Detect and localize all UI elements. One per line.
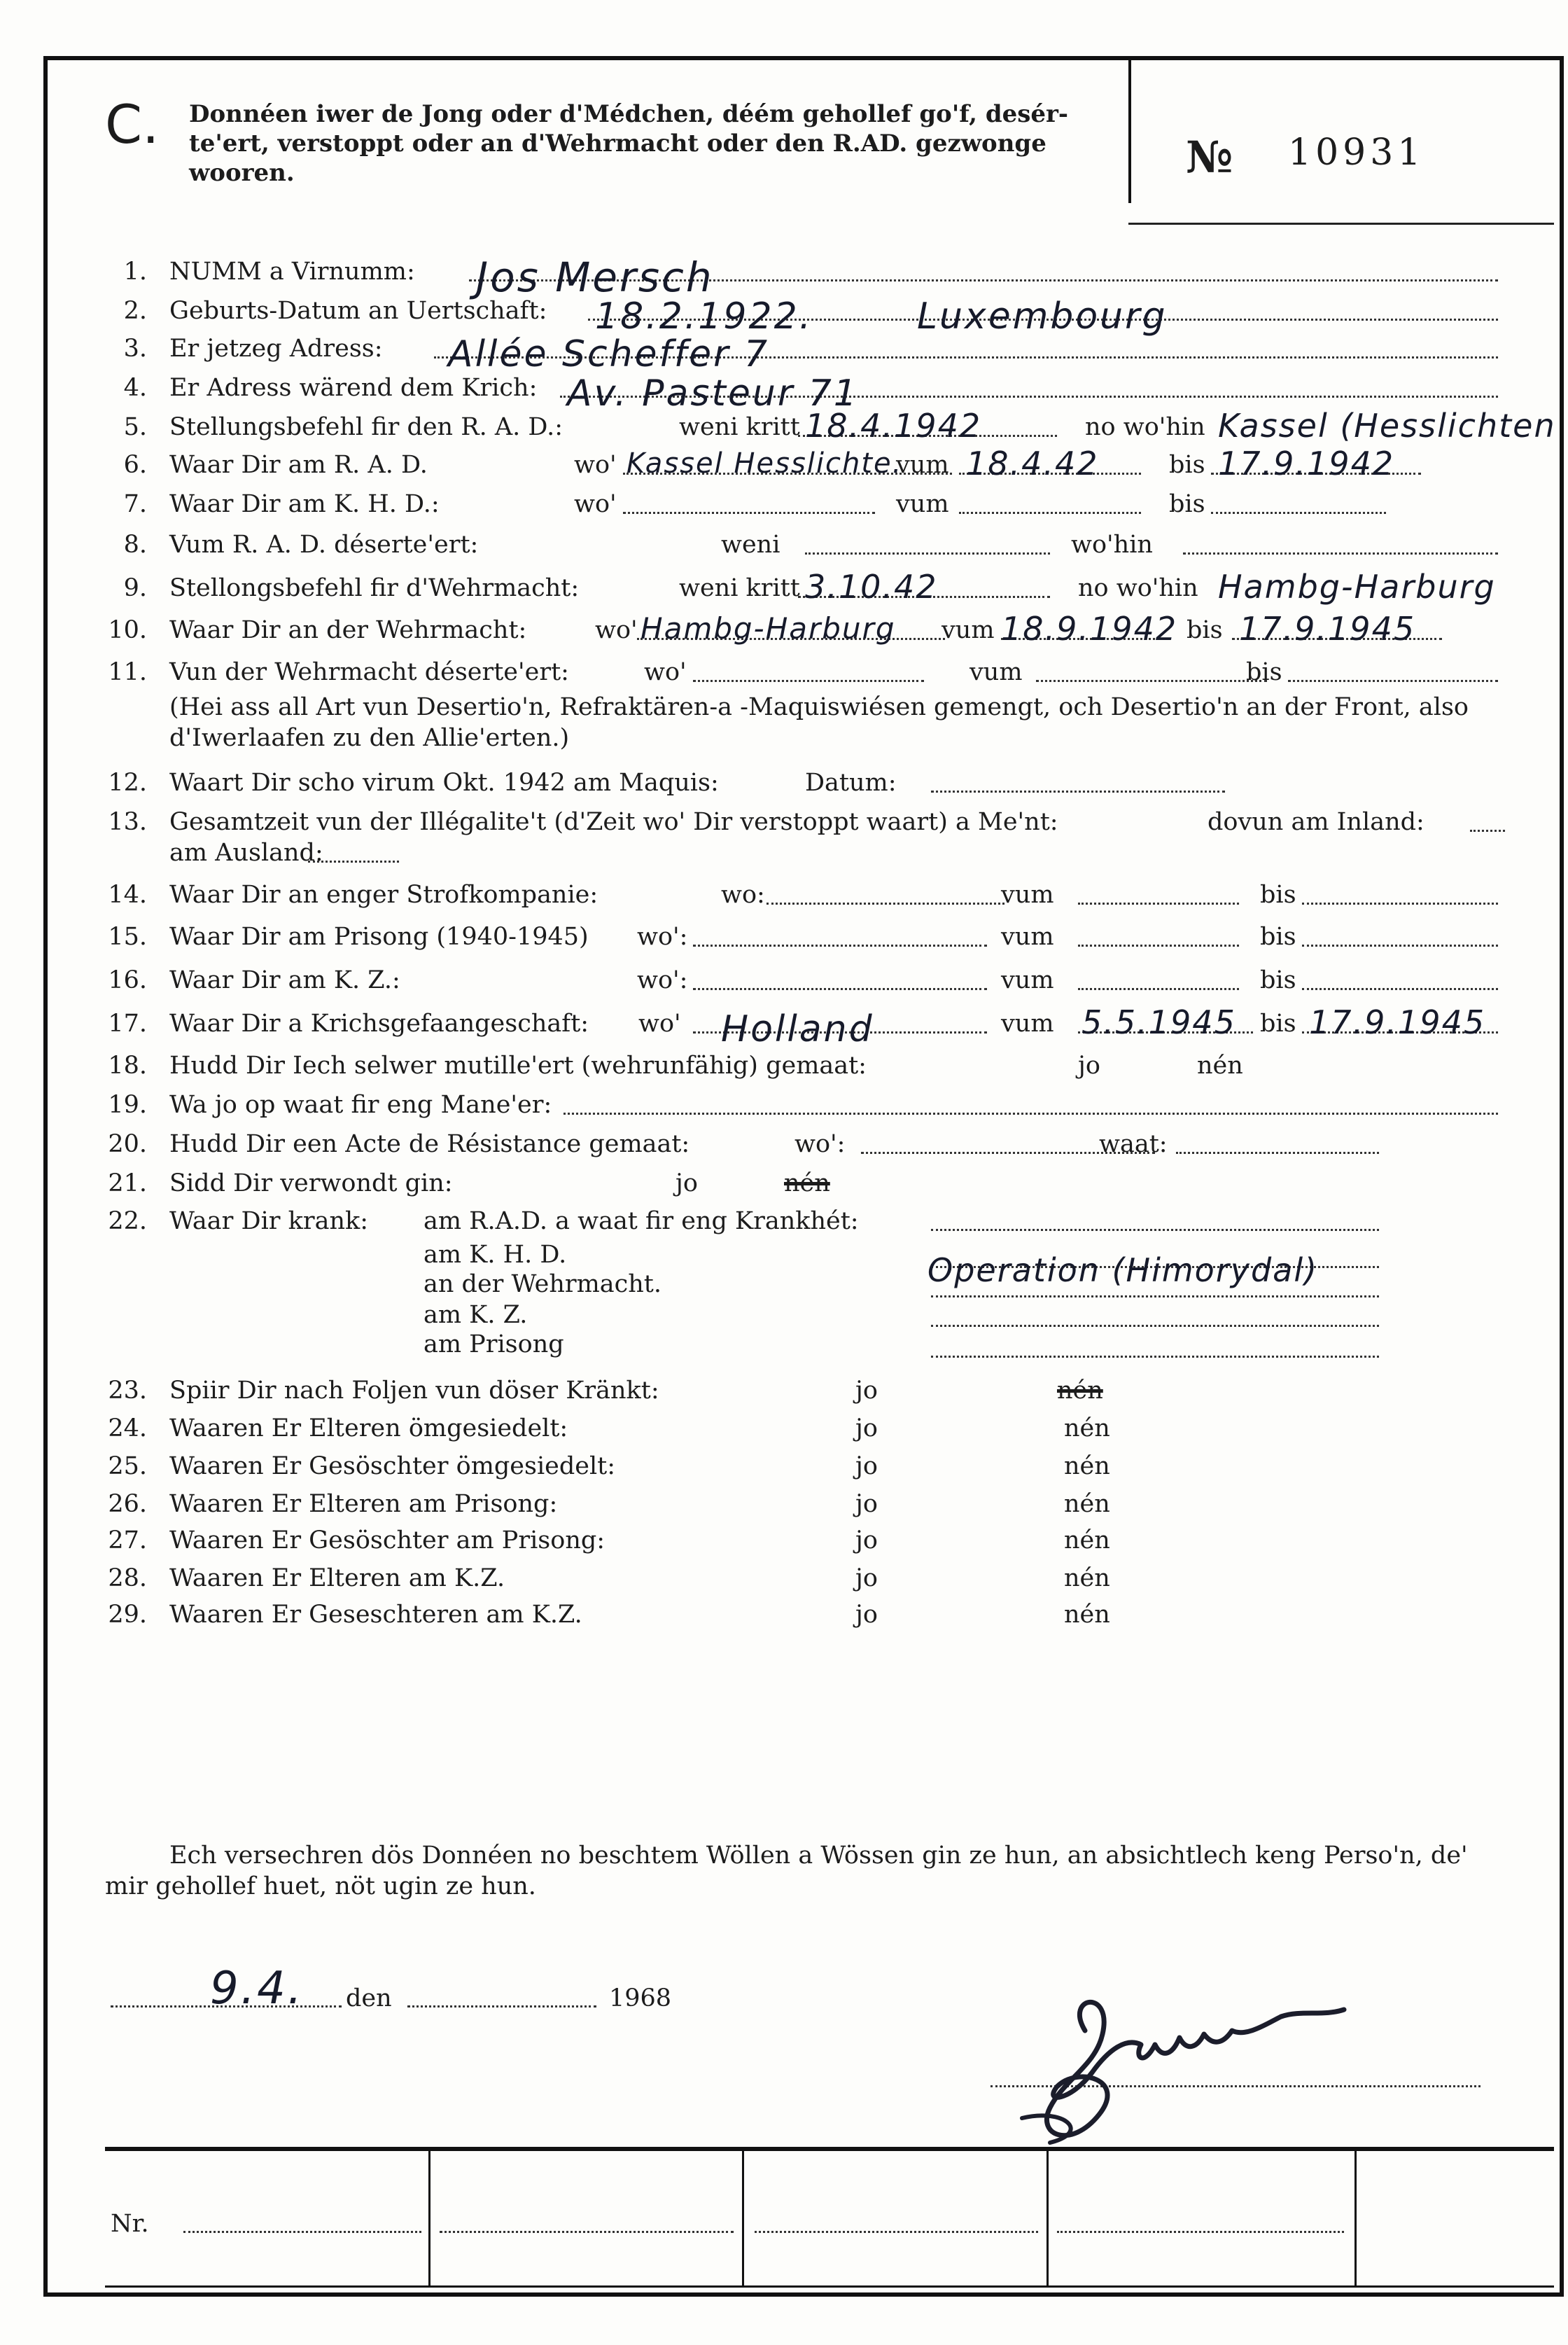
- q-label: Waar Dir am K. Z.:: [169, 966, 400, 994]
- field-label: vum: [896, 451, 949, 479]
- signature: [980, 1968, 1372, 2164]
- field-label: wo': [574, 451, 617, 479]
- option-no[interactable]: nén: [1064, 1564, 1110, 1592]
- option-no[interactable]: nén: [1064, 1414, 1110, 1442]
- number-sign: №: [1186, 132, 1233, 183]
- fill-line: [693, 988, 987, 990]
- fill-line: [1078, 945, 1239, 947]
- date-den-label: den: [346, 1984, 392, 2012]
- answer-rad-to[interactable]: 17.9.1942: [1218, 445, 1395, 482]
- footer-top-rule: [105, 2147, 1554, 2151]
- q-number: 1.: [123, 258, 147, 286]
- option-no[interactable]: nén: [1064, 1452, 1110, 1480]
- fill-line: [1183, 552, 1498, 555]
- q-label: Gesamtzeit vun der Illégalite't (d'Zeit wo' Dir verstoppt waart) a Me'nt:: [169, 808, 1058, 836]
- field-label: am R.A.D. a waat fir eng Krankhét:: [424, 1207, 859, 1235]
- question-row: [105, 1413, 1505, 1444]
- question-row: [105, 407, 1556, 445]
- option-no[interactable]: nén: [1057, 1377, 1103, 1405]
- q-number: 24.: [108, 1414, 147, 1442]
- section-letter: C.: [105, 93, 160, 155]
- field-label: wo': [644, 658, 687, 686]
- field-label: waat:: [1099, 1130, 1168, 1158]
- question-row: [105, 767, 1505, 798]
- q-label: Er Adress wärend dem Krich:: [169, 374, 538, 402]
- q-number: 5.: [123, 413, 147, 441]
- field-label: vum: [1001, 1010, 1054, 1038]
- fill-line: [1176, 1152, 1379, 1154]
- fill-line: [407, 2005, 596, 2007]
- answer-pow-to[interactable]: 17.9.1945: [1309, 1003, 1486, 1041]
- field-label: weni kritt: [679, 574, 800, 602]
- footer-col-divider: [1354, 2151, 1357, 2285]
- field-label: bis: [1186, 616, 1223, 644]
- footer-bottom-rule: [105, 2285, 1554, 2288]
- option-no[interactable]: nén: [1064, 1490, 1110, 1518]
- option-yes[interactable]: jo: [855, 1490, 878, 1518]
- footer-col-divider: [1046, 2151, 1049, 2285]
- q-number: 10.: [108, 616, 147, 644]
- fill-line: [766, 903, 1004, 905]
- field-label: wo':: [794, 1130, 846, 1158]
- field-label: vum: [1001, 966, 1054, 994]
- option-yes[interactable]: jo: [855, 1414, 878, 1442]
- header-rule: [1128, 223, 1554, 225]
- field-label: wo': [595, 616, 638, 644]
- illness-sub-prisong: am Prisong: [424, 1330, 564, 1358]
- field-label: vum: [1001, 881, 1054, 909]
- answer-wehrmacht-dest[interactable]: Hambg-Harburg: [1218, 568, 1496, 606]
- answer-name[interactable]: Jos Mersch: [476, 253, 714, 301]
- field-label: Datum:: [805, 769, 897, 797]
- answer-wehrmacht-where[interactable]: Hambg-Harburg: [640, 611, 896, 646]
- question-row: [105, 1451, 1505, 1482]
- answer-rad-dest[interactable]: Kassel (Hesslichten: [1218, 407, 1556, 445]
- field-label: vum: [969, 658, 1023, 686]
- footer-col-divider: [428, 2151, 430, 2285]
- declaration-text: Ech versechren dös Donnéen no beschtem Wöllen a Wössen gin ze hun, an absichtlech keng Perso'n, de' mir gehollef huet, nöt ugin ze hun.: [105, 1842, 1468, 1900]
- field-label: bis: [1246, 658, 1282, 686]
- question-row: [105, 489, 1505, 520]
- q-number: 4.: [123, 374, 147, 402]
- desertion-note: (Hei ass all Art vun Desertio'n, Refraktären-a -Maquiswiésen gemengt, och Desertio'n an der Front, also d'Iwerlaafen zu den Allie'erten.): [169, 693, 1469, 752]
- date-year: 1968: [609, 1984, 672, 2012]
- q-label: Waart Dir scho virum Okt. 1942 am Maquis:: [169, 769, 719, 797]
- q-label: Stellongsbefehl fir d'Wehrmacht:: [169, 574, 580, 602]
- fill-line: [623, 512, 875, 514]
- answer-birth-date[interactable]: 18.2.1922.: [595, 295, 813, 338]
- answer-illness[interactable]: Operation (Himorydal): [927, 1251, 1319, 1289]
- date-handwritten[interactable]: 9.4.: [210, 1963, 304, 2015]
- question-row: [105, 1050, 1505, 1081]
- fill-line: [1036, 680, 1267, 682]
- field-label: wo': [638, 1010, 681, 1038]
- q-number: 20.: [108, 1130, 147, 1158]
- question-row-cont: [105, 837, 1505, 868]
- illness-sub-wehrmacht: an der Wehrmacht.: [424, 1270, 662, 1298]
- fill-line: [1211, 512, 1386, 514]
- option-yes[interactable]: jo: [855, 1564, 878, 1592]
- fill-line: [1302, 988, 1498, 990]
- answer-rad-where[interactable]: Kassel Hesslichte.: [626, 447, 903, 480]
- question-row: [105, 807, 1505, 837]
- q-label: Geburts-Datum an Uertschaft:: [169, 297, 547, 325]
- field-label: wo':: [637, 923, 688, 951]
- q-number: 11.: [108, 658, 147, 686]
- q-number: 15.: [108, 923, 147, 951]
- q-label: Waar Dir a Krichsgefaangeschaft:: [169, 1010, 589, 1038]
- q-label: Waaren Er Elteren am Prisong:: [169, 1490, 558, 1518]
- illness-sub-khd: am K. H. D.: [424, 1241, 567, 1269]
- field-label: vum: [896, 490, 949, 518]
- q-label: Vun der Wehrmacht déserte'ert:: [169, 658, 569, 686]
- question-row: [105, 1375, 1505, 1406]
- question-row: [105, 1168, 1505, 1199]
- fill-line: [931, 1356, 1379, 1358]
- option-yes[interactable]: jo: [855, 1526, 878, 1554]
- question-row: [105, 295, 1505, 338]
- question-row: [105, 1489, 1505, 1519]
- field-label: am Ausland:: [169, 839, 323, 867]
- question-row: [105, 921, 1505, 952]
- fill-line: [1288, 680, 1498, 682]
- q-number: 18.: [108, 1052, 147, 1080]
- footer-nr-label: Nr.: [111, 2210, 149, 2238]
- q-number: 3.: [123, 335, 147, 363]
- q-label: Waar Dir am Prisong (1940-1945): [169, 923, 589, 951]
- question-row: [105, 529, 1505, 560]
- fill-line: [1057, 2231, 1344, 2233]
- question-row: [105, 568, 1505, 606]
- answer-wehrmacht-to[interactable]: 17.9.1945: [1239, 610, 1416, 648]
- q-number: 21.: [108, 1169, 147, 1197]
- fill-line: [959, 512, 1141, 514]
- question-row: [105, 253, 1505, 301]
- field-label: wo:: [721, 881, 765, 909]
- option-yes[interactable]: jo: [855, 1452, 878, 1480]
- illness-sub-kz: am K. Z.: [424, 1301, 528, 1329]
- q-number: 12.: [108, 769, 147, 797]
- field-label: no wo'hin: [1078, 574, 1198, 602]
- form-number: 10931: [1288, 132, 1425, 174]
- q-number: 28.: [108, 1564, 147, 1592]
- option-no[interactable]: nén: [1197, 1052, 1243, 1080]
- option-yes[interactable]: jo: [676, 1169, 698, 1197]
- q-label: Spiir Dir nach Foljen vun döser Kränkt:: [169, 1377, 659, 1405]
- q-number: 22.: [108, 1207, 147, 1235]
- question-row: [105, 1525, 1505, 1556]
- fill-line: [931, 791, 1225, 793]
- q-number: 19.: [108, 1091, 147, 1119]
- field-label: weni kritt: [679, 413, 800, 441]
- q-label: Waaren Er Elteren am K.Z.: [169, 1564, 505, 1592]
- q-number: 25.: [108, 1452, 147, 1480]
- q-label: Stellungsbefehl fir den R. A. D.:: [169, 413, 564, 441]
- fill-line: [1078, 903, 1239, 905]
- option-yes[interactable]: jo: [855, 1601, 878, 1629]
- option-no[interactable]: nén: [1064, 1526, 1110, 1554]
- question-row: [105, 333, 1505, 375]
- q-number: 8.: [123, 531, 147, 559]
- fill-line: [308, 861, 399, 863]
- answer-address[interactable]: Allée Scheffer 7: [448, 333, 770, 375]
- field-label: wo':: [637, 966, 688, 994]
- q-number: 23.: [108, 1377, 147, 1405]
- question-row: [105, 610, 1505, 648]
- q-label: Er jetzeg Adress:: [169, 335, 383, 363]
- fill-line: [440, 2231, 734, 2233]
- fill-line: [183, 2231, 421, 2233]
- option-yes[interactable]: jo: [1078, 1052, 1100, 1080]
- fill-line: [755, 2231, 1038, 2233]
- q-label: Waar Dir an enger Strofkompanie:: [169, 881, 598, 909]
- question-row: [105, 657, 1505, 688]
- q-number: 14.: [108, 881, 147, 909]
- answer-rad-date[interactable]: 18.4.1942: [805, 407, 982, 445]
- option-no[interactable]: nén: [784, 1169, 830, 1197]
- q-number: 13.: [108, 808, 147, 836]
- q-label: Hudd Dir een Acte de Résistance gemaat:: [169, 1130, 690, 1158]
- q-number: 27.: [108, 1526, 147, 1554]
- field-label: bis: [1260, 1010, 1296, 1038]
- q-label: Waar Dir krank:: [169, 1207, 368, 1235]
- answer-pow-where[interactable]: Holland: [721, 1008, 874, 1050]
- fill-line: [931, 1295, 1379, 1297]
- question-row: [105, 1003, 1505, 1050]
- q-label: Wa jo op waat fir eng Mane'er:: [169, 1091, 552, 1119]
- fill-line: [1470, 830, 1505, 832]
- answer-war-address[interactable]: Av. Pasteur 71: [567, 373, 859, 415]
- field-label: vum: [1001, 923, 1054, 951]
- q-number: 6.: [123, 451, 147, 479]
- q-label: Waar Dir am R. A. D.: [169, 451, 428, 479]
- section-title: Donnéen iwer de Jong oder d'Médchen, déém gehollef go'f, desér- te'ert, verstoppt oder an d'Wehrmacht oder den R.AD. gezwonge wooren.: [189, 100, 1069, 187]
- fill-line: [693, 680, 924, 682]
- question-row: [105, 1090, 1505, 1120]
- question-row: [105, 1206, 1505, 1237]
- field-label: vum: [941, 616, 995, 644]
- answer-wehrmacht-date[interactable]: 3.10.42: [805, 568, 938, 606]
- field-label: dovun am Inland:: [1208, 808, 1424, 836]
- q-label: Waaren Er Gesöschter ömgesiedelt:: [169, 1452, 616, 1480]
- question-row: [105, 373, 1505, 415]
- q-label: Sidd Dir verwondt gin:: [169, 1169, 453, 1197]
- fill-line: [931, 1325, 1379, 1327]
- fill-line: [693, 945, 987, 947]
- question-row: [105, 879, 1505, 910]
- fill-line: [931, 1229, 1379, 1231]
- q-label: Waaren Er Gesöschter am Prisong:: [169, 1526, 606, 1554]
- answer-rad-from[interactable]: 18.4.42: [966, 445, 1099, 482]
- q-number: 16.: [108, 966, 147, 994]
- fill-line: [1302, 903, 1498, 905]
- fill-line: [805, 552, 1050, 555]
- option-no[interactable]: nén: [1064, 1601, 1110, 1629]
- question-row: [105, 445, 1505, 482]
- question-row: [105, 965, 1505, 996]
- footer-col-divider: [742, 2151, 744, 2285]
- q-number: 26.: [108, 1490, 147, 1518]
- q-number: 7.: [123, 490, 147, 518]
- field-label: weni: [721, 531, 780, 559]
- q-number: 17.: [108, 1010, 147, 1038]
- q-number: 29.: [108, 1601, 147, 1629]
- fill-line: [1302, 945, 1498, 947]
- q-number: 9.: [123, 574, 147, 602]
- q-label: Waaren Er Elteren ömgesiedelt:: [169, 1414, 568, 1442]
- q-label: Waar Dir am K. H. D.:: [169, 490, 440, 518]
- field-label: bis: [1260, 881, 1296, 909]
- field-label: bis: [1260, 966, 1296, 994]
- fill-line: [1078, 988, 1239, 990]
- q-label: Waaren Er Geseschteren am K.Z.: [169, 1601, 582, 1629]
- answer-pow-from[interactable]: 5.5.1945: [1082, 1003, 1236, 1041]
- field-label: wo': [574, 490, 617, 518]
- question-row: [105, 1563, 1505, 1594]
- field-label: bis: [1260, 923, 1296, 951]
- answer-birth-place[interactable]: Luxembourg: [917, 295, 1168, 338]
- answer-wehrmacht-from[interactable]: 18.9.1942: [1001, 610, 1178, 648]
- field-label: bis: [1169, 490, 1205, 518]
- question-row: [105, 1599, 1505, 1630]
- question-row: [105, 1129, 1505, 1160]
- field-label: wo'hin: [1071, 531, 1153, 559]
- q-label: Vum R. A. D. déserte'ert:: [169, 531, 479, 559]
- field-label: no wo'hin: [1085, 413, 1205, 441]
- option-yes[interactable]: jo: [855, 1377, 878, 1405]
- q-label: Hudd Dir Iech selwer mutille'ert (wehrunfähig) gemaat:: [169, 1052, 867, 1080]
- q-number: 2.: [123, 297, 147, 325]
- q-label: Waar Dir an der Wehrmacht:: [169, 616, 527, 644]
- header-divider: [1128, 56, 1131, 203]
- field-label: bis: [1169, 451, 1205, 479]
- q-label: NUMM a Virnumm:: [169, 258, 415, 286]
- fill-line: [564, 1113, 1498, 1115]
